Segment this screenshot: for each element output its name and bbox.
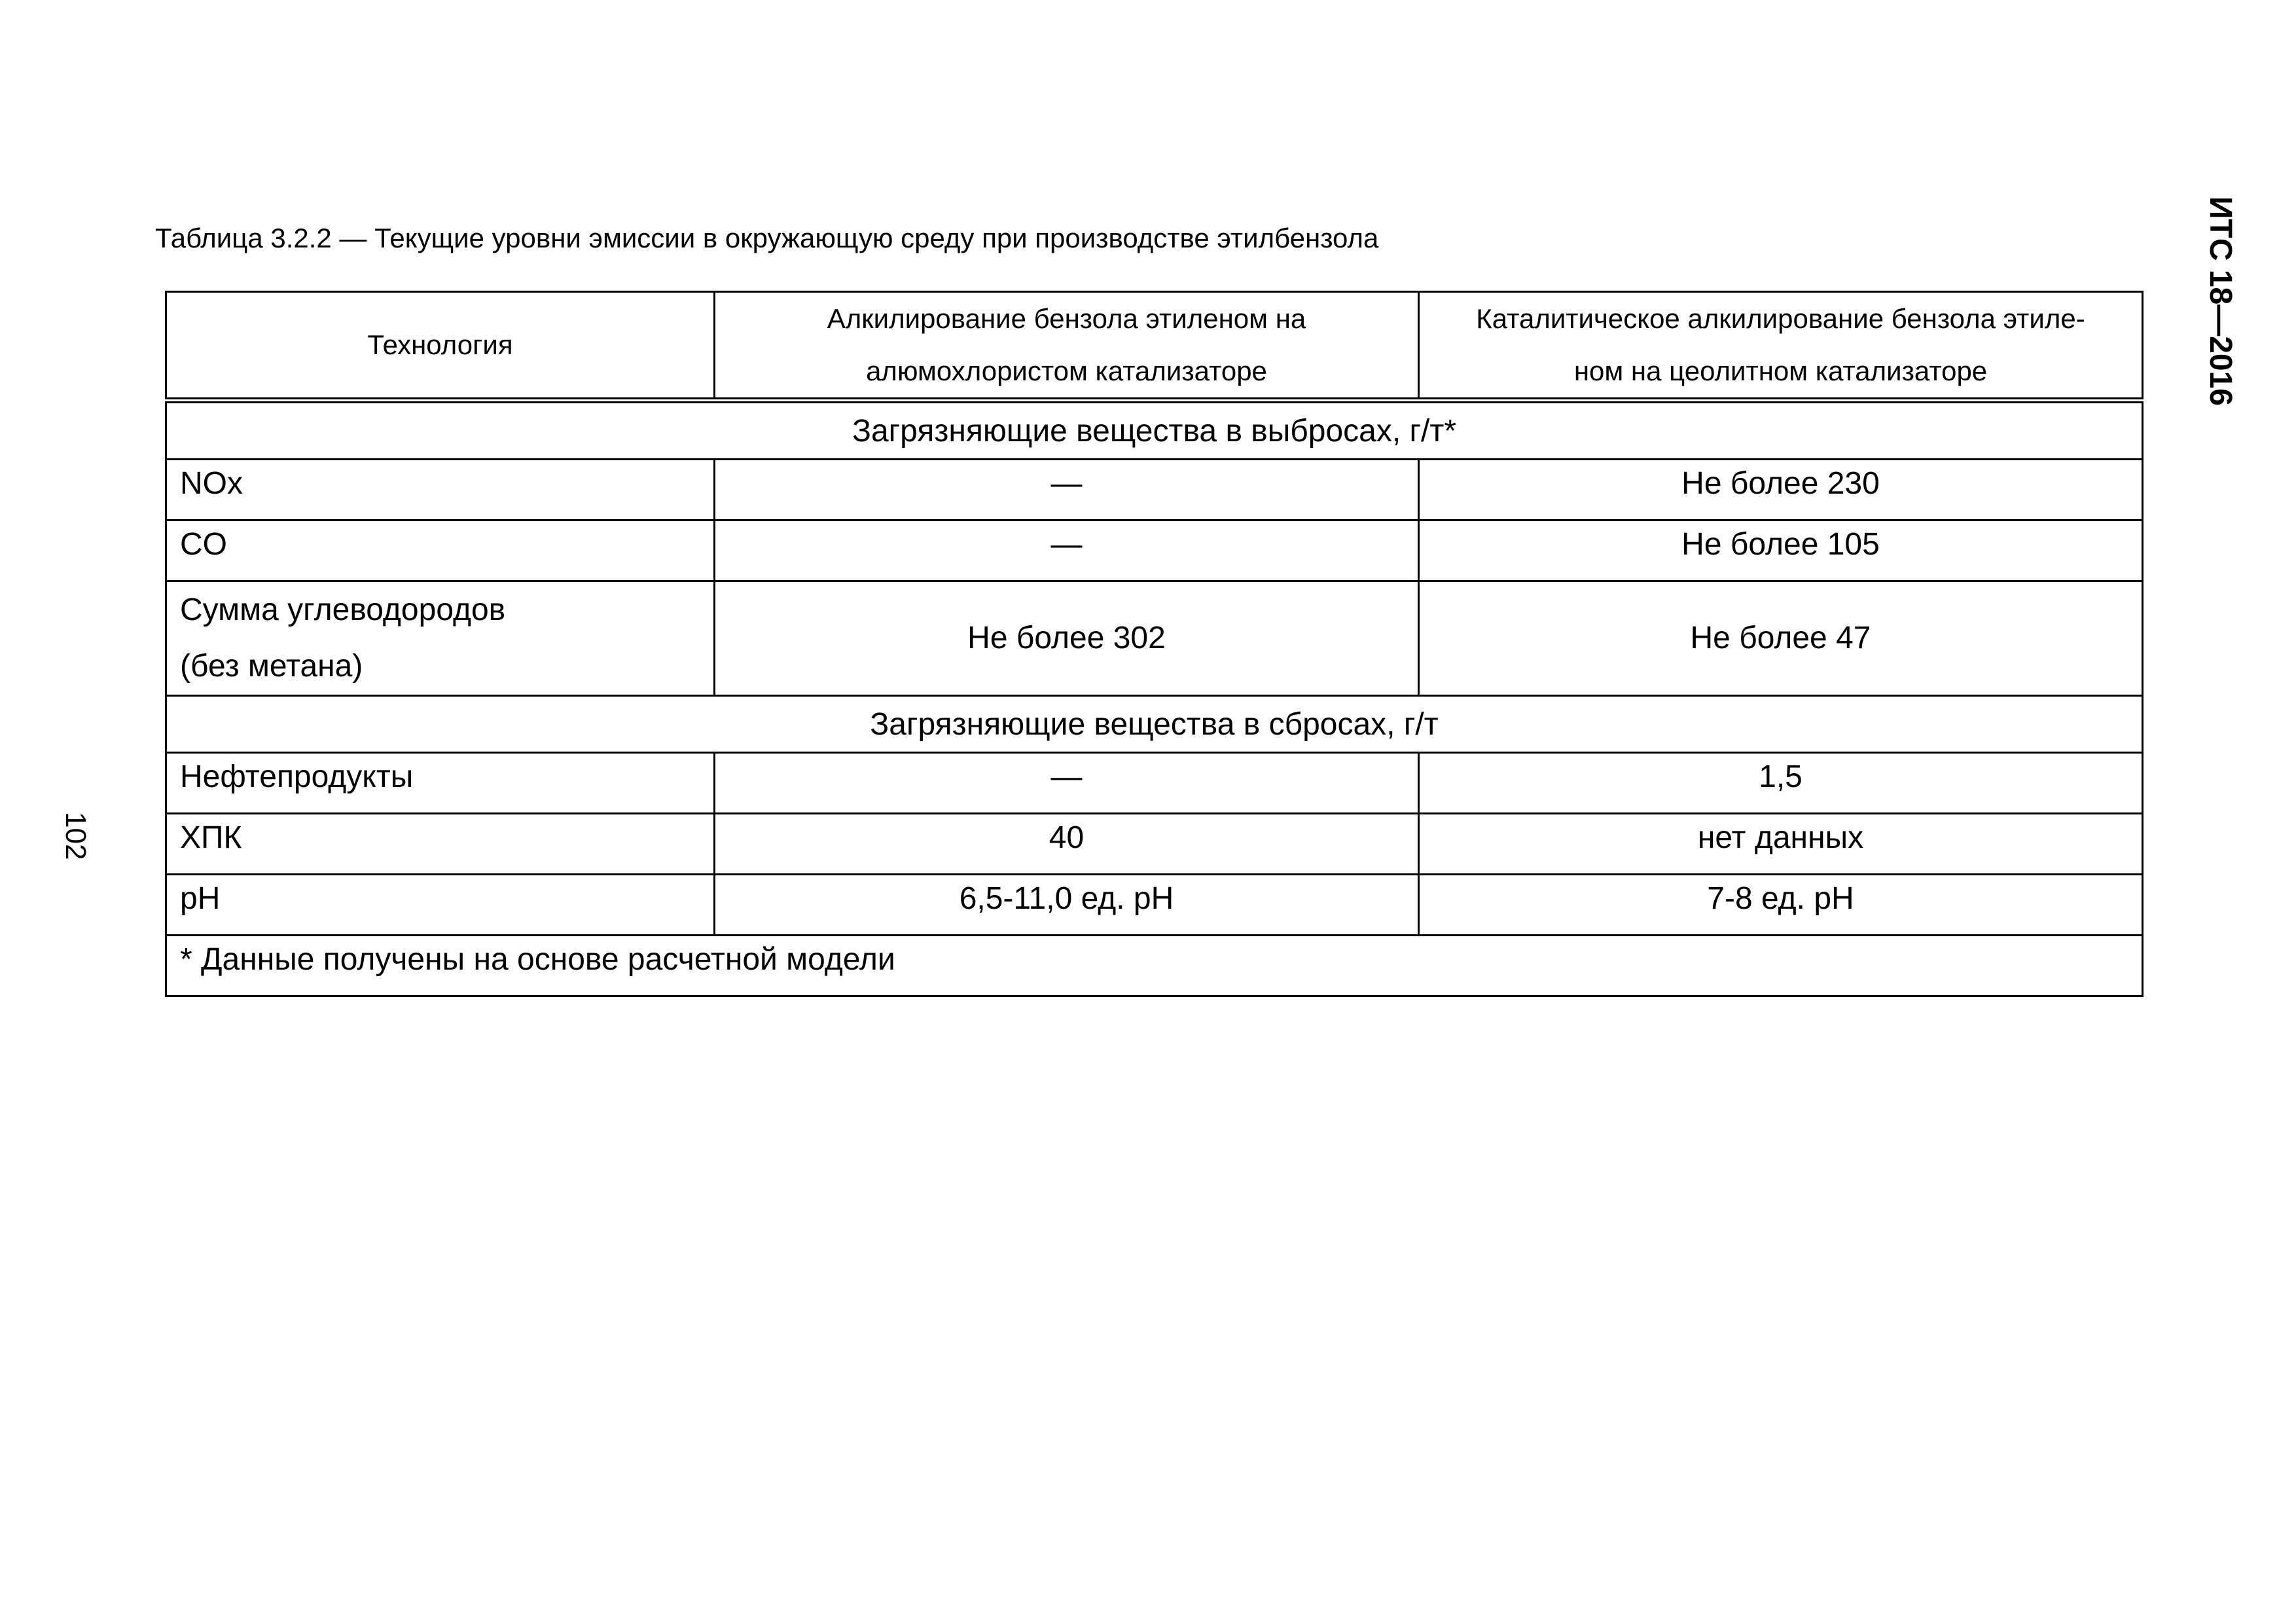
table-row — [166, 753, 2143, 814]
table-row — [166, 581, 2143, 696]
footnote-row — [166, 936, 2143, 996]
table-row — [166, 875, 2143, 936]
cell-alcl3: 6,5-11,0 ед. pH — [715, 875, 1419, 936]
cell-alcl3: — — [715, 520, 1419, 581]
table-caption: Таблица 3.2.2 — Текущие уровни эмиссии в окружающую среду при производстве этилбензола — [155, 223, 1379, 253]
row-label-line: Сумма углеводородов — [180, 593, 506, 627]
page-number-text: 102 — [60, 812, 92, 860]
column-header-alcl3-line: Алкилирование бензола этиленом на — [827, 303, 1306, 334]
column-header-zeolite-line: ном на цеолитном катализаторе — [1573, 356, 1988, 386]
cell-zeolite: 1,5 — [1419, 753, 2143, 814]
row-label-line: (без метана) — [180, 649, 363, 684]
column-header-alcl3-line: алюмохлористом катализаторе — [866, 356, 1267, 386]
emissions-table — [165, 291, 2144, 997]
section-row-discharges — [166, 696, 2143, 753]
row-label: Нефтепродукты — [166, 753, 715, 814]
cell-zeolite: Не более 230 — [1419, 460, 2143, 520]
cell-alcl3: — — [715, 753, 1419, 814]
row-label: NOx — [166, 460, 715, 520]
row-label: CO — [166, 520, 715, 581]
cell-alcl3: Не более 302 — [715, 581, 1419, 696]
section-title: Загрязняющие вещества в сбросах, г/т — [166, 696, 2143, 753]
table-row — [166, 460, 2143, 520]
column-header-alcl3 — [715, 292, 1419, 401]
column-header-technology: Технология — [166, 292, 715, 401]
document-code-text: ИТС 18—2016 — [2203, 196, 2238, 406]
cell-alcl3: — — [715, 460, 1419, 520]
footnote: * Данные получены на основе расчетной модели — [166, 936, 2143, 996]
table-header-row — [166, 292, 2143, 401]
table-row — [166, 814, 2143, 875]
column-header-zeolite-line: Каталитическое алкилирование бензола этиле- — [1476, 303, 2085, 334]
cell-zeolite: нет данных — [1419, 814, 2143, 875]
cell-zeolite: Не более 47 — [1419, 581, 2143, 696]
table-row — [166, 520, 2143, 581]
cell-alcl3: 40 — [715, 814, 1419, 875]
row-label: pH — [166, 875, 715, 936]
section-row-emissions — [166, 401, 2143, 460]
column-header-zeolite — [1419, 292, 2143, 401]
row-label — [166, 581, 715, 696]
section-title: Загрязняющие вещества в выбросах, г/т* — [166, 401, 2143, 460]
cell-zeolite: 7-8 ед. pH — [1419, 875, 2143, 936]
cell-zeolite: Не более 105 — [1419, 520, 2143, 581]
row-label: ХПК — [166, 814, 715, 875]
